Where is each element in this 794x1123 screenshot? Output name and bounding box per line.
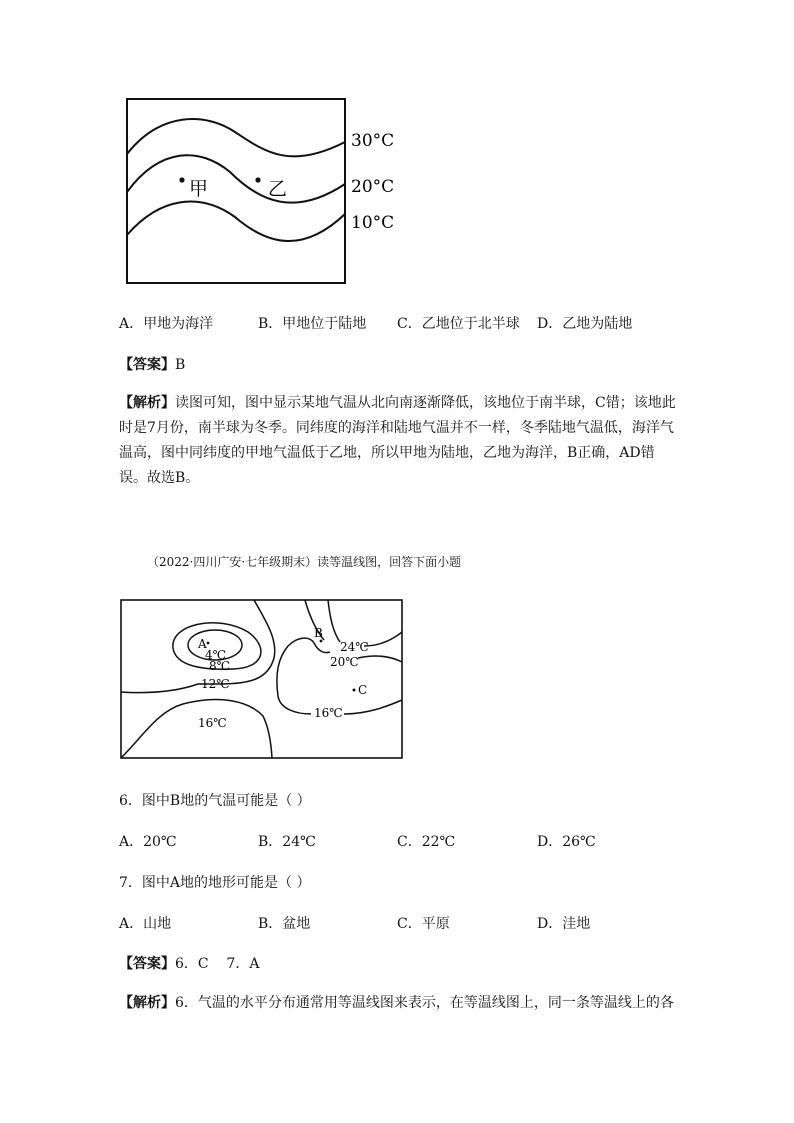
q6-option-b: B．24℃ xyxy=(258,834,316,850)
isotherm-figure-1 xyxy=(120,92,400,284)
q6-option-c: C．22℃ xyxy=(397,834,456,850)
isotherm-16-right-cont xyxy=(344,700,402,714)
isotherm-figure-2 xyxy=(118,596,408,762)
isotherm-16-left xyxy=(121,700,272,758)
label-30c: 30°C xyxy=(351,131,395,151)
label-4c: 4℃ xyxy=(205,648,227,662)
label-24c: 24℃ xyxy=(340,640,369,654)
option-a: A．甲地为海洋 xyxy=(119,316,214,332)
label-20c: 20℃ xyxy=(330,655,359,669)
group-answer-line xyxy=(119,953,259,973)
label-b: B xyxy=(314,626,323,640)
answer-line xyxy=(119,354,185,374)
isotherm-16-right xyxy=(277,638,330,714)
group-analysis-tag: 【解析】 xyxy=(119,995,175,1011)
analysis-paragraph xyxy=(119,391,677,491)
q6-option-a: A．20℃ xyxy=(119,834,177,850)
point-c xyxy=(353,689,356,692)
label-12c: 12℃ xyxy=(201,677,230,691)
label-8c: 8℃ xyxy=(209,659,231,673)
isotherm-30 xyxy=(127,119,345,156)
answer-tag: 【答案】 xyxy=(119,357,175,373)
isotherm-24-left xyxy=(328,600,340,642)
option-c: C．乙地位于北半球 xyxy=(397,316,520,332)
point-a xyxy=(207,642,210,645)
q6-stem: 6．图中B地的气温可能是（ ） xyxy=(119,793,311,809)
label-yi: 乙 xyxy=(268,178,288,200)
label-a: A xyxy=(198,637,207,651)
label-10c: 10°C xyxy=(351,213,395,233)
figure-2-frame xyxy=(121,600,402,758)
point-yi xyxy=(255,177,260,182)
analysis-text: 读图可知，图中显示某地气温从北向南逐渐降低，该地位于南半球，C错；该地此时是7月份，南半球为冬季。同纬度的海洋和陆地气温并不一样，冬季陆地气温低，海洋气温高，图中同纬度的甲地气温低于乙地，所以甲地为陆地，乙地为海洋，B正确，AD错误。故选B。 xyxy=(119,395,676,486)
q6-option-d: D．26℃ xyxy=(537,834,596,850)
q7-option-a: A．山地 xyxy=(119,916,172,932)
label-16c-left: 16℃ xyxy=(198,716,227,730)
label-c: C xyxy=(358,683,368,697)
answer-value: B xyxy=(175,357,186,373)
point-jia xyxy=(179,177,184,182)
isotherm-24 xyxy=(364,632,402,646)
label-16c-right: 16℃ xyxy=(314,706,343,720)
group-analysis-paragraph xyxy=(119,991,679,1016)
q7-stem: 7．图中A地的地形可能是（ ） xyxy=(119,875,311,891)
group-answer-value: 6．C 7．A xyxy=(175,956,260,972)
isotherm-10 xyxy=(127,202,345,241)
option-d: D．乙地为陆地 xyxy=(537,316,633,332)
q7-option-d: D．洼地 xyxy=(537,916,591,932)
group-answer-tag: 【答案】 xyxy=(119,956,175,972)
q7-option-b: B．盆地 xyxy=(258,916,311,932)
option-b: B．甲地位于陆地 xyxy=(258,316,367,332)
isotherm-20-cont xyxy=(358,656,402,662)
q7-option-c: C．平原 xyxy=(397,916,450,932)
isotherm-20 xyxy=(127,155,345,202)
group-analysis-text: 6．气温的水平分布通常用等温线图来表示，在等温线图上，同一条等温线上的各 xyxy=(175,995,674,1011)
analysis-tag: 【解析】 xyxy=(119,395,175,411)
point-b xyxy=(320,640,323,643)
label-20c: 20°C xyxy=(351,177,395,197)
group-intro: （2022·四川广安·七年级期末）读等温线图，回答下面小题 xyxy=(147,555,462,569)
label-jia: 甲 xyxy=(189,178,209,200)
